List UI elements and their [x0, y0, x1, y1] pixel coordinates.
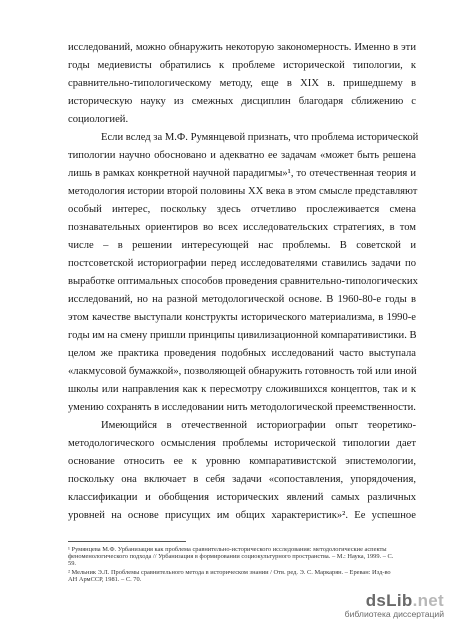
watermark-subtitle: библиотека диссертаций — [344, 609, 444, 619]
text-line: «лакмусовой бумажкой», позволяющей обнаружить готовность той или иной — [68, 366, 417, 377]
text-line: классификации и обобщения исторических явлений самых различных — [68, 492, 416, 503]
paragraph-start-line: Имеющийся в отечественной историографии опыт теоретико- — [101, 420, 416, 431]
text-line: этом качестве выступали конструкты исторического материализма, в 1990-е — [68, 312, 416, 323]
text-line: числе – в решении интересующей нас проблемы. В советской и — [68, 240, 416, 251]
text-line: лишь в рамках конкретной научной парадигмы»¹, то отечественная теория и — [68, 168, 416, 179]
watermark-logo-suffix: .net — [412, 591, 444, 610]
text-line: годы им на смену пришли принципы цивилизационной компаративистики. В — [68, 330, 417, 341]
text-line: познавательных ориентиров во всех исследовательских стратегиях, в том — [68, 222, 416, 233]
text-line: выработке оптимальных способов проведения сравнительно-типологических — [68, 276, 418, 287]
text-line: методологического осмысления проблемы исторической типологии дает — [68, 438, 416, 449]
footnote-line: ² Мельник Э.Л. Проблемы сравнительного метода в историческом знании / Отв. ред. Э. С. Маркарян. – Ереван: Изд-во — [68, 569, 391, 576]
paragraph-start-line: Если вслед за М.Ф. Румянцевой признать, что проблема исторической — [101, 132, 419, 143]
text-line: особый интерес, поскольку здесь отчетливо прослеживается смена — [68, 204, 416, 215]
text-line: постсоветской историографии перед исследователями ставились задачи по — [68, 258, 416, 269]
text-line: исследований, но на разной методологической основе. В 1960-80-е годы в — [68, 294, 416, 305]
text-line: сравнительно-типологическому методу, еще в XIX в. пришедшему в — [68, 78, 416, 89]
text-line: поскольку она включает в себя задачи «сопоставления, упорядочения, — [68, 474, 416, 485]
footnote-line: феноменологического подхода // Урбанизация в формировании социокультурного пространства. – М.: Наука, 1999. – С. — [68, 553, 394, 560]
watermark-logo-main: dsLib — [365, 591, 413, 610]
footnote-line: АН АрмССР, 1981. – С. 70. — [68, 576, 142, 583]
footnote-line: ¹ Румянцева М.Ф. Урбанизация как проблема сравнительно-исторического исследования: методологические аспекты — [68, 546, 387, 553]
text-line: методология истории второй половины XX века в этом смысле представляют — [68, 186, 418, 197]
text-line: социологией. — [68, 114, 129, 125]
text-line: умению сохранять в исследовании нить методологической преемственности. — [68, 402, 416, 413]
text-line: типологии научно обосновано и адекватно ее задачам «может быть решена — [68, 150, 416, 161]
text-line: годы медиевисты обратились к проблеме исторической типологии, к — [68, 60, 416, 71]
text-line: школы или направления как к пересмотру сложившихся концептов, так и к — [68, 384, 416, 395]
text-line: историческую науку из смежных дисциплин благодаря сближению с — [68, 96, 416, 107]
footnote-line: 59. — [68, 560, 76, 567]
footnote-separator — [68, 541, 186, 542]
text-line: целом же практика проведения подобных исследований часто выступала — [68, 348, 416, 359]
text-line: уровней на основе присущих им общих характеристик»². Ее успешное — [68, 510, 416, 521]
text-line: основание относить ее к уровню компаративистской эпистемологии, — [68, 456, 416, 467]
text-line: исследований, можно обнаружить некоторую закономерность. Именно в эти — [68, 42, 416, 53]
watermark-logo — [332, 592, 444, 620]
